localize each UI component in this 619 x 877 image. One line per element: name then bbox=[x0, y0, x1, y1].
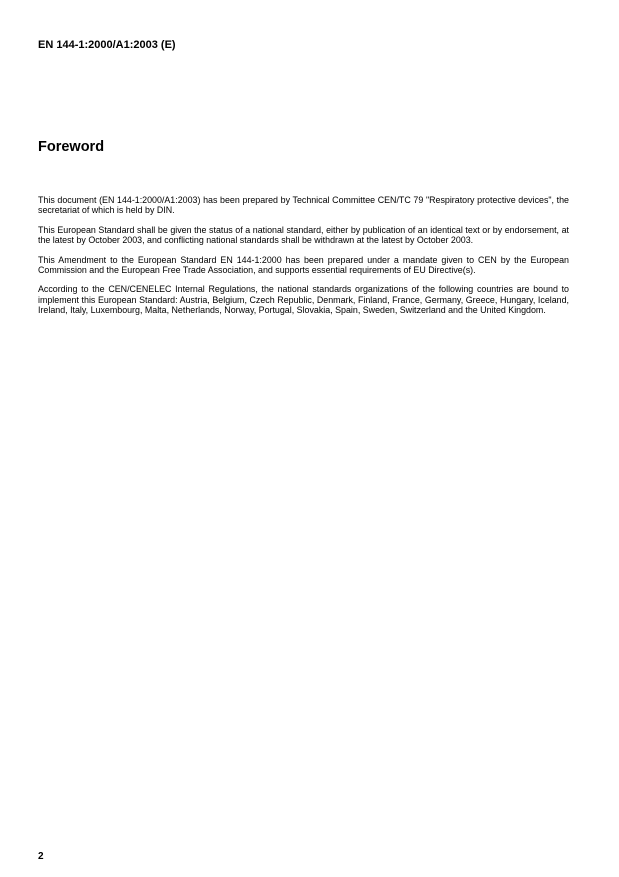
page-number: 2 bbox=[38, 851, 44, 862]
paragraph-mandate: This Amendment to the European Standard EN 144-1:2000 has been prepared under a mandate given to CEN by the European Commission and the European Free Trade Association, and supports essential requirements of EU Directive(s). bbox=[38, 254, 569, 276]
paragraph-preparation: This document (EN 144-1:2000/A1:2003) has been prepared by Technical Committee CEN/TC 79 "Respiratory protective devices", the secretariat of which is held by DIN. bbox=[38, 195, 569, 216]
paragraph-implementation-countries: According to the CEN/CENELEC Internal Regulations, the national standards organizations of the following countries are bound to implement this European Standard: Austria, Belgium, Czech Republic, Denmark, Finland, France, Germany, Greece, Hungary, Iceland, Ireland, Italy, Luxembourg, Malta, Netherlands, Norway, Portugal, Slovakia, Spain, Sweden, Switzerland and the United Kingdom. bbox=[38, 284, 569, 316]
paragraph-national-status: This European Standard shall be given the status of a national standard, either by publication of an identical text or by endorsement, at the latest by October 2003, and conflicting national standards shall be withdrawn at the latest by October 2003. bbox=[38, 224, 569, 246]
foreword-body bbox=[38, 195, 569, 325]
section-title: Foreword bbox=[38, 139, 105, 155]
document-header: EN 144-1:2000/A1:2003 (E) bbox=[38, 39, 176, 51]
